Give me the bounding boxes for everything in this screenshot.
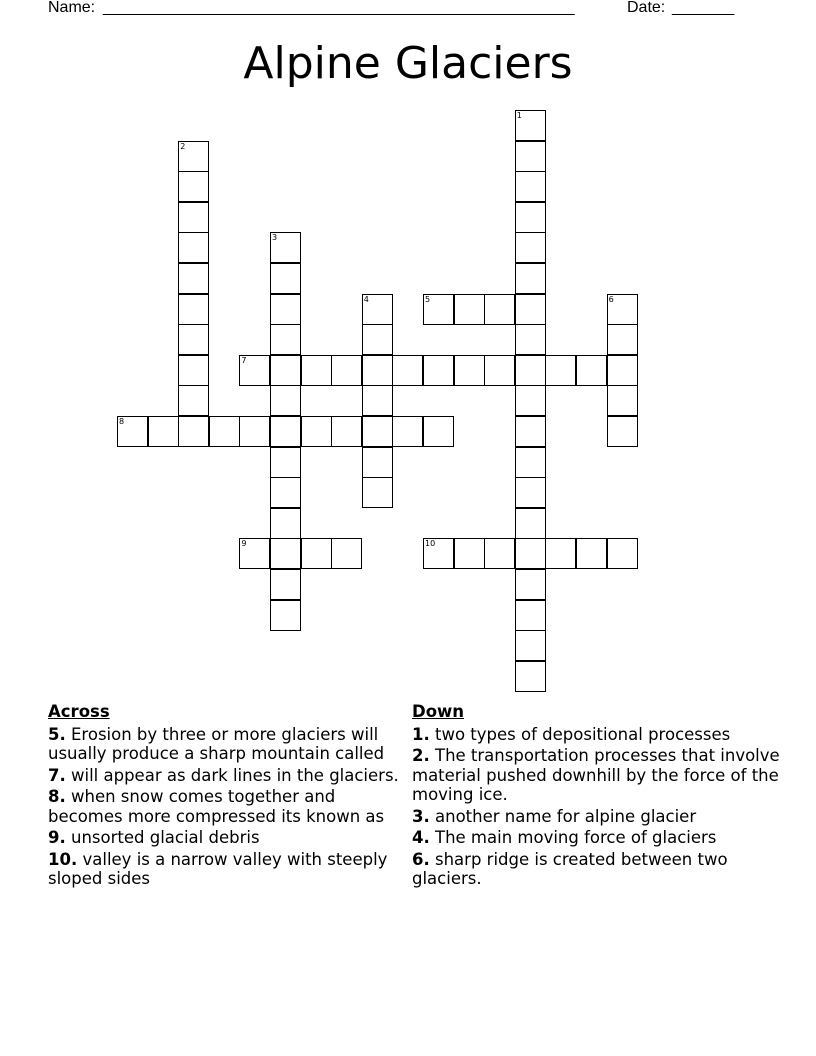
grid-cell[interactable]	[178, 355, 209, 386]
grid-cell[interactable]	[515, 294, 546, 325]
grid-cell[interactable]	[423, 538, 454, 569]
grid-cell[interactable]	[270, 263, 301, 294]
grid-cell[interactable]	[362, 355, 393, 386]
grid-cell[interactable]	[515, 538, 546, 569]
clue-text: sharp ridge is created between two glaciers.	[412, 849, 728, 888]
grid-cell[interactable]	[178, 141, 209, 172]
clue-text: when snow comes together and becomes more compressed its known as	[48, 787, 385, 826]
grid-cell[interactable]	[607, 538, 638, 569]
grid-cell[interactable]	[301, 538, 332, 569]
grid-cell[interactable]	[392, 355, 423, 386]
grid-cell[interactable]	[178, 294, 209, 325]
grid-cell[interactable]	[239, 355, 270, 386]
grid-cell[interactable]	[362, 385, 393, 416]
clue-number-label: 4	[363, 294, 369, 304]
clue-text: another name for alpine glacier	[435, 806, 697, 826]
grid-cell[interactable]	[515, 600, 546, 631]
grid-cell[interactable]	[423, 294, 454, 325]
grid-cell[interactable]	[515, 263, 546, 294]
clue-text: will appear as dark lines in the glaciers.	[71, 765, 399, 785]
grid-cell[interactable]	[148, 416, 179, 447]
grid-cell[interactable]	[576, 538, 607, 569]
grid-cell[interactable]	[545, 355, 576, 386]
clue-item	[48, 725, 410, 764]
grid-cell[interactable]	[301, 355, 332, 386]
grid-cell[interactable]	[607, 324, 638, 355]
grid-cell[interactable]	[270, 600, 301, 631]
clue-number: 6.	[412, 849, 430, 869]
grid-cell[interactable]	[515, 141, 546, 172]
clue-text: unsorted glacial debris	[71, 828, 260, 847]
grid-cell[interactable]	[454, 294, 485, 325]
clue-number-label: 3	[272, 233, 278, 243]
grid-cell[interactable]	[515, 110, 546, 141]
clue-item	[48, 828, 410, 848]
clue-number: 7.	[48, 765, 66, 785]
clue-number-label: 8	[119, 417, 125, 426]
grid-cell[interactable]	[331, 416, 362, 447]
grid-cell[interactable]	[515, 385, 546, 416]
grid-cell[interactable]	[607, 294, 638, 325]
grid-cell[interactable]	[454, 538, 485, 569]
grid-cell[interactable]	[270, 324, 301, 355]
grid-cell[interactable]	[484, 294, 515, 325]
grid-cell[interactable]	[607, 416, 638, 447]
grid-cell[interactable]	[239, 416, 270, 447]
clue-text: Erosion by three or more glaciers will usually produce a sharp mountain called	[48, 724, 385, 763]
clue-number-label: 9	[241, 539, 247, 549]
clue-text: The main moving force of glaciers	[435, 828, 717, 847]
date-label: Date:	[627, 0, 666, 16]
clue-number: 9.	[48, 828, 66, 847]
grid-cell[interactable]	[484, 538, 515, 569]
grid-cell[interactable]	[607, 385, 638, 416]
grid-cell[interactable]	[270, 477, 301, 508]
page-title: Alpine Glaciers	[243, 38, 573, 89]
clue-number: 4.	[412, 828, 430, 847]
across-clues	[48, 702, 410, 891]
clue-text: The transportation processes that involve material pushed downhill by the force of the moving ice.	[412, 746, 780, 804]
clue-item	[48, 766, 410, 786]
grid-cell[interactable]	[270, 569, 301, 600]
grid-cell[interactable]	[515, 355, 546, 386]
grid-cell[interactable]	[178, 385, 209, 416]
grid-cell[interactable]	[515, 232, 546, 263]
grid-cell[interactable]	[270, 447, 301, 478]
clue-number-label: 2	[180, 141, 186, 151]
grid-cell[interactable]	[515, 202, 546, 233]
grid-cell[interactable]	[331, 355, 362, 386]
grid-cell[interactable]	[209, 416, 240, 447]
grid-cell[interactable]	[178, 263, 209, 294]
clue-item	[412, 850, 782, 889]
grid-cell[interactable]	[515, 324, 546, 355]
clue-text: two types of depositional processes	[435, 724, 731, 744]
grid-cell[interactable]	[270, 538, 301, 569]
name-field[interactable]: _____________________________________________________	[103, 0, 575, 16]
grid-cell[interactable]	[515, 661, 546, 692]
down-clues	[412, 702, 782, 891]
grid-cell[interactable]	[423, 355, 454, 386]
grid-cell[interactable]	[362, 447, 393, 478]
down-clue-list	[412, 725, 782, 889]
grid-cell[interactable]	[270, 416, 301, 447]
grid-cell[interactable]	[454, 355, 485, 386]
clue-item	[412, 746, 782, 805]
grid-cell[interactable]	[392, 416, 423, 447]
grid-cell[interactable]	[270, 294, 301, 325]
clue-item	[412, 828, 782, 848]
clue-number-label: 1	[516, 111, 522, 120]
grid-cell[interactable]	[515, 477, 546, 508]
clue-item	[48, 787, 410, 826]
grid-cell[interactable]	[117, 416, 148, 447]
grid-cell[interactable]	[270, 385, 301, 416]
clue-number: 2.	[412, 746, 430, 765]
clue-text: valley is a narrow valley with steeply sloped sides	[48, 849, 388, 888]
across-clue-list	[48, 725, 410, 889]
clue-item	[412, 725, 782, 745]
grid-cell[interactable]	[484, 355, 515, 386]
clue-item	[48, 850, 410, 889]
grid-cell[interactable]	[362, 416, 393, 447]
grid-cell[interactable]	[362, 477, 393, 508]
clue-number: 10.	[48, 849, 78, 869]
clue-number-label: 5	[425, 294, 431, 304]
grid-cell[interactable]	[607, 355, 638, 386]
grid-cell[interactable]	[545, 538, 576, 569]
down-heading: Down	[412, 702, 465, 721]
grid-cell[interactable]	[515, 630, 546, 661]
grid-cell[interactable]	[178, 202, 209, 233]
grid-cell[interactable]	[239, 538, 270, 569]
clue-number-label: 7	[241, 355, 247, 365]
grid-cell[interactable]	[576, 355, 607, 386]
clue-number: 1.	[412, 724, 430, 744]
grid-cell[interactable]	[515, 447, 546, 478]
grid-cell[interactable]	[270, 355, 301, 386]
grid-cell[interactable]	[178, 324, 209, 355]
grid-cell[interactable]	[515, 416, 546, 447]
clue-number: 3.	[412, 806, 430, 826]
name-label: Name:	[48, 0, 96, 16]
clue-number: 8.	[48, 787, 66, 806]
grid-cell[interactable]	[178, 416, 209, 447]
grid-cell[interactable]	[515, 569, 546, 600]
grid-cell[interactable]	[515, 171, 546, 202]
date-field[interactable]: _______	[672, 0, 735, 16]
across-heading: Across	[48, 702, 110, 721]
clue-item	[412, 807, 782, 827]
grid-cell[interactable]	[301, 416, 332, 447]
grid-cell[interactable]	[331, 538, 362, 569]
grid-cell[interactable]	[178, 232, 209, 263]
grid-cell[interactable]	[423, 416, 454, 447]
grid-cell[interactable]	[362, 324, 393, 355]
grid-cell[interactable]	[270, 508, 301, 539]
grid-cell[interactable]	[362, 294, 393, 325]
clue-number: 5.	[48, 724, 66, 744]
clue-number-label: 6	[608, 294, 614, 304]
grid-cell[interactable]	[270, 232, 301, 263]
grid-cell[interactable]	[515, 508, 546, 539]
grid-cell[interactable]	[178, 171, 209, 202]
clue-number-label: 10	[425, 539, 436, 549]
